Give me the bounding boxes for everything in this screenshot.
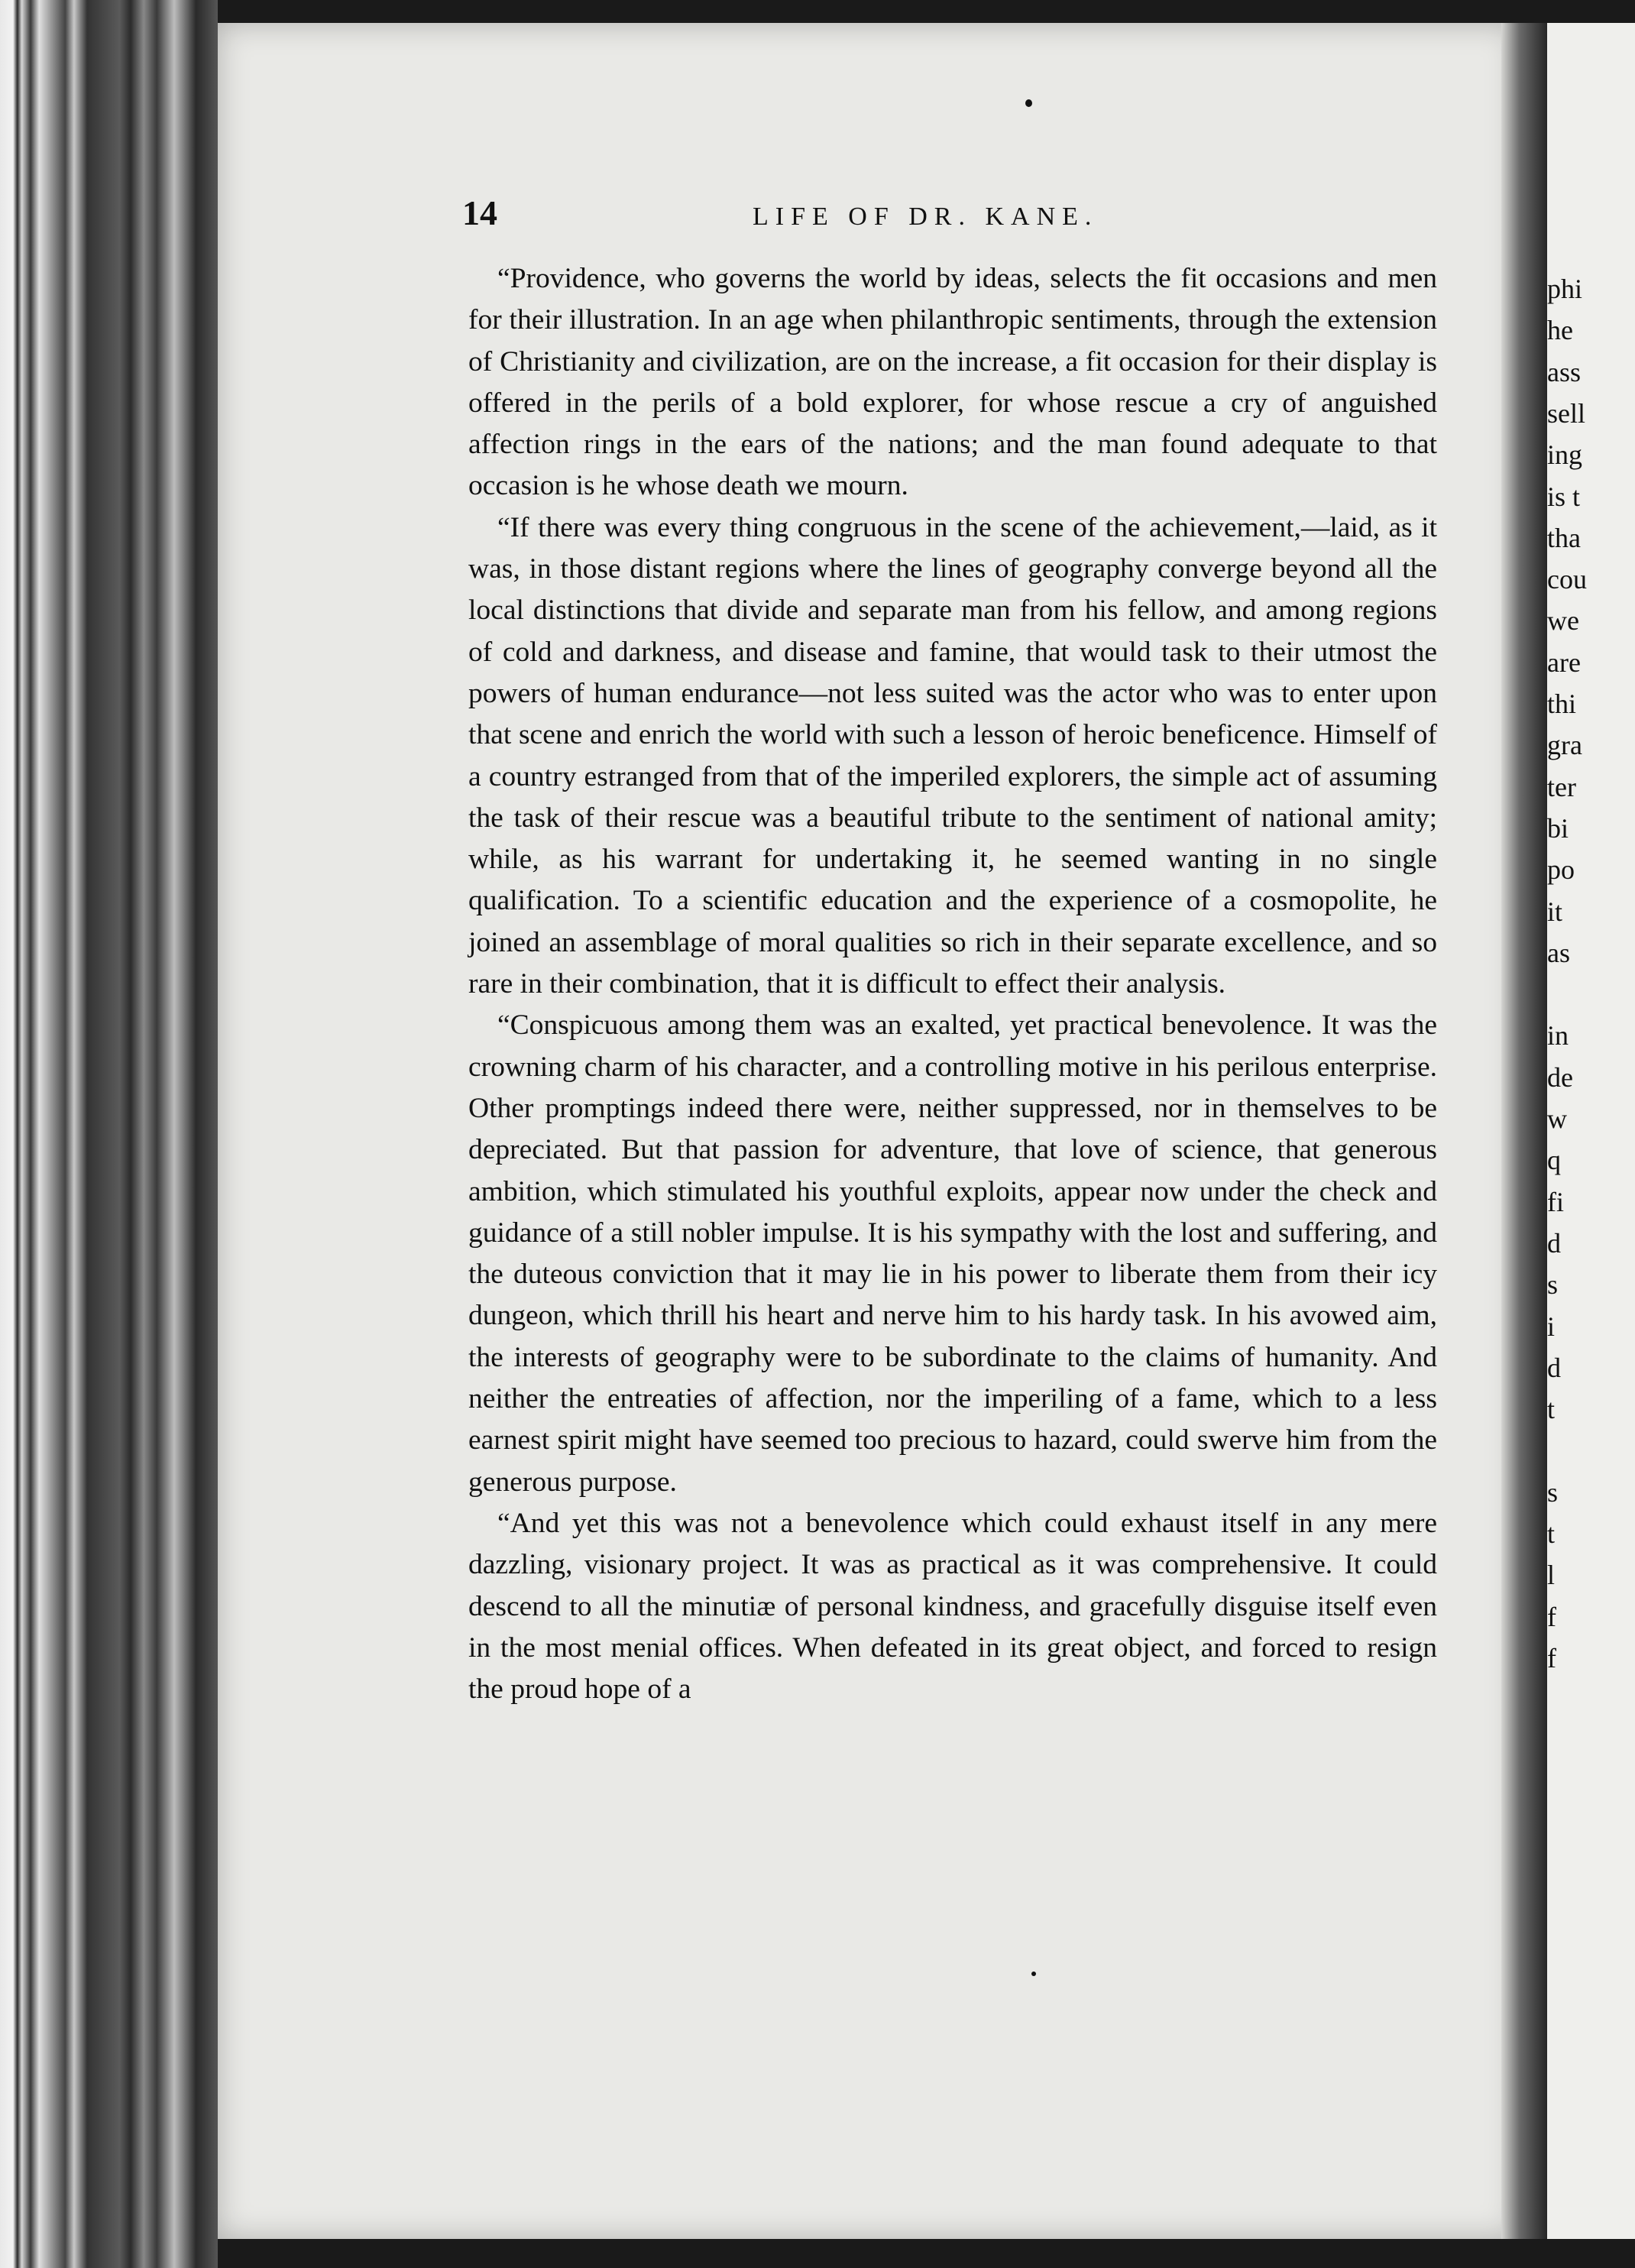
facing-page-line: i bbox=[1547, 1311, 1556, 1342]
page-gutter-shadow bbox=[1501, 23, 1547, 2239]
facing-page-line: t bbox=[1547, 1518, 1556, 1549]
facing-page-line: l bbox=[1547, 1560, 1556, 1591]
facing-page-line: cou bbox=[1547, 564, 1587, 595]
facing-page-line: ter bbox=[1547, 771, 1576, 802]
facing-page-line: it bbox=[1547, 896, 1563, 927]
facing-page-line: phi bbox=[1547, 274, 1583, 304]
paragraph: “And yet this was not a benevolence which could exhaust itself in any mere dazzling, visionary project. It was as practical as it was comprehensive. It could descend to all the minutiæ of personal kindness, and gracefully disguise itself even in the most menial offices. When defeated in its great object, and forced to resign the proud hope of a bbox=[468, 1507, 1437, 1706]
facing-page-line: q bbox=[1547, 1145, 1561, 1176]
paragraph: “If there was every thing congruous in the scene of the achievement,—laid, as it was, in those distant regions where the lines of geography converge beyond all the local distinctions that divide and separate man from his fellow, and among regions of cold and darkness, and disease and famine, that would task to their utmost the powers of human endurance—not less suited was the actor who was to enter upon that scene and enrich the world with such a lesson of heroic beneficence. Himself of a country estranged from that of the imperiled explorers, the simple act of assuming the task of their rescue was a beautiful tribute to the sentiment of national amity; while, as his warrant for undertaking it, he seemed wanting in no single qualification. To a scientific education and the experience of a cosmopolite, he joined an assemblage of moral qualities so rich in their separate excellence, and so rare in their combination, that it is difficult to effect their analysis. bbox=[468, 511, 1437, 1000]
page-number: 14 bbox=[462, 193, 497, 232]
facing-page-line: he bbox=[1547, 315, 1573, 346]
facing-page-line: gra bbox=[1547, 730, 1582, 761]
facing-page-line: fi bbox=[1547, 1186, 1564, 1217]
facing-page-line: de bbox=[1547, 1061, 1573, 1093]
facing-page-line: ass bbox=[1547, 356, 1581, 387]
facing-page-line: thi bbox=[1547, 688, 1577, 719]
facing-page-line: f bbox=[1547, 1642, 1556, 1673]
paragraph: “Providence, who governs the world by ideas, selects the fit occasions and men for their illustration. In an age when philanthropic sentiments, through the extension of Christianity and civilization, are on the increase, a fit occasion for their display is offered in the perils of a bold explorer, for whose rescue a cry of anguished affection rings in the ears of the nations; and the man found adequate to that occasion is he whose death we mourn. bbox=[468, 263, 1437, 502]
facing-page-line: s bbox=[1547, 1476, 1559, 1508]
facing-page-line: sell bbox=[1547, 397, 1585, 429]
book-spine-edge bbox=[0, 0, 218, 2268]
facing-page-line: w bbox=[1547, 1103, 1567, 1134]
running-head bbox=[462, 193, 1440, 233]
running-title: LIFE OF DR. KANE. bbox=[753, 202, 1099, 231]
ink-speck bbox=[1031, 1972, 1036, 1976]
facing-page-line: f bbox=[1547, 1601, 1556, 1632]
facing-page-line: d bbox=[1547, 1352, 1561, 1383]
facing-page-fragment bbox=[1547, 23, 1635, 2239]
ink-speck bbox=[1025, 99, 1032, 107]
facing-page-line: we bbox=[1547, 605, 1579, 637]
paragraph: “Conspicuous among them was an exalted, yet practical benevolence. It was the crowning charm of his character, and a controlling motive in his perilous enterprise. Other promptings indeed there were, neither suppressed, nor in themselves to be depreciated. But that passion for adventure, that love of science, that generous ambition, which stimulated his youthful exploits, appear now under the check and guidance of a still nobler impulse. It is his sympathy with the lost and suffering, and the duteous conviction that it may lie in his power to liberate them from their icy dungeon, which thrill his heart and nerve him to his hardy task. In his avowed aim, the interests of geography were to be subordinate to the claims of humanity. And neither the entreaties of affection, nor the imperiling of a fame, which to a less earnest spirit might have seemed too precious to hazard, could swerve him from the generous purpose. bbox=[468, 1009, 1437, 1498]
facing-page-line: t bbox=[1547, 1394, 1556, 1425]
facing-page-line: ing bbox=[1547, 439, 1583, 471]
facing-page-line: s bbox=[1547, 1269, 1559, 1301]
facing-page-line: is t bbox=[1547, 481, 1581, 512]
body-text bbox=[468, 258, 1437, 1710]
facing-page-line: are bbox=[1547, 646, 1581, 678]
facing-page-line: as bbox=[1547, 937, 1570, 968]
facing-page-line: tha bbox=[1547, 522, 1581, 553]
facing-page-line: d bbox=[1547, 1227, 1561, 1259]
facing-page-line: in bbox=[1547, 1020, 1569, 1051]
facing-page-line: bi bbox=[1547, 812, 1569, 844]
facing-page-line: po bbox=[1547, 854, 1575, 886]
